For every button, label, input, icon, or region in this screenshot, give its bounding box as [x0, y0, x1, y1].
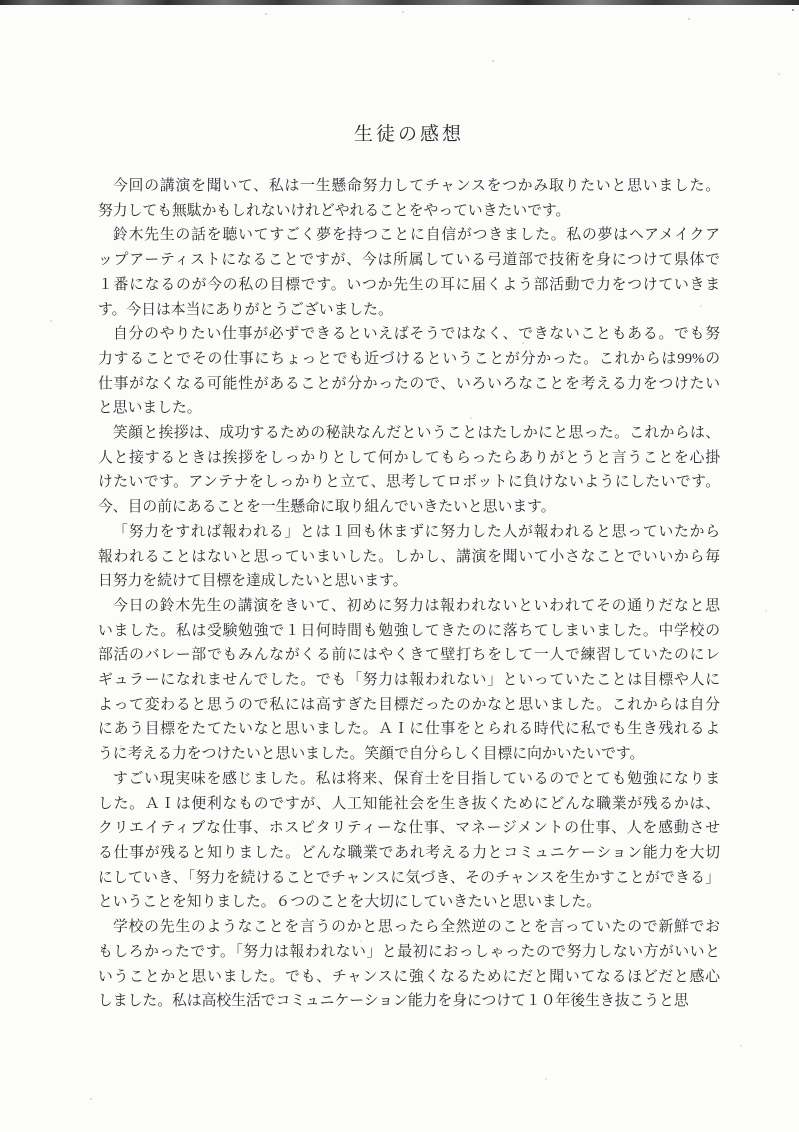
- text-line: もしろかったです。「努力は報われない」と最初におっしゃったので努力しない方がいいと: [98, 943, 720, 960]
- paragraph: [98, 767, 720, 915]
- document-content: [98, 0, 720, 1014]
- text-line: す。今日は本当にありがとうございました。: [98, 301, 393, 318]
- text-line: １番になるのが今の私の目標です。いつか先生の耳に届くよう部活動で力をつけていきま: [98, 276, 720, 293]
- text-line: クリエイティブな仕事、ホスピタリティーな仕事、マネージメントの仕事、人を感動させ: [98, 820, 720, 837]
- text-line: 今、目の前にあることを一生懸命に取り組んでいきたいと思います。: [98, 499, 556, 516]
- text-line: した。ＡＩは便利なものですが、人工知能社会を生き抜くためにどんな職業が残るかは、: [98, 795, 720, 812]
- paragraph: [98, 594, 720, 767]
- text-line: にあう目標をたてたいなと思いました。ＡＩに仕事をとられる時代に私でも生き残れるよ: [98, 721, 720, 738]
- text-line: と思いました。: [98, 400, 202, 417]
- text-line: 人と接するときは挨拶をしっかりとして何かしてもらったらありがとうと言うことを心掛: [98, 449, 720, 466]
- text-line: 学校の先生のようなことを言うのかと思ったら全然逆のことを言っていたので新鮮でお: [113, 919, 720, 936]
- paragraph: [98, 223, 720, 322]
- text-line: る仕事が残ると知りました。どんな職業であれ考える力とコミュニケーション能力を大切: [98, 844, 720, 861]
- text-line: よって変わると思うので私には高すぎた目標だったのかなと思いました。これからは自分: [98, 696, 720, 713]
- scan-noise-specks: [0, 0, 2, 2]
- paragraph-list: [98, 174, 720, 1014]
- text-line: 仕事がなくなる可能性があることが分かったので、いろいろなことを考える力をつけたい: [98, 375, 720, 392]
- text-line: 報われることはないと思っていまいした。しかし、講演を聞いて小さなことでいいから毎: [98, 548, 720, 565]
- text-line: しました。私は高校生活でコミュニケーション能力を身につけて１０年後生き抜こうと思: [98, 993, 689, 1010]
- text-line: 今回の講演を聞いて、私は一生懸命努力してチャンスをつかみ取りたいと思いました。: [113, 178, 720, 194]
- text-line: ギュラーになれませんでした。でも「努力は報われない」といっていたことは目標や人に: [98, 672, 720, 689]
- paragraph: [98, 322, 720, 421]
- text-line: ップアーティストになることですが、今は所属している弓道部で技術を身につけて県体で: [98, 252, 720, 269]
- text-line: うに考える力をつけたいと思いました。笑顔で自分らしく目標に向かいたいです。: [98, 746, 645, 763]
- text-line: 自分のやりたい仕事が必ずできるといえばそうではなく、できないこともある。でも努: [113, 326, 720, 343]
- text-line: 今日の鈴木先生の講演をきいて、初めに努力は報われないといわれてその通りだなと思: [113, 597, 720, 614]
- text-line: いうことかと思いました。でも、チャンスに強くなるためにだと聞いてなるほどだと感心: [98, 968, 720, 985]
- text-line: すごい現実味を感じました。私は将来、保育士を目指しているのでとても勉強になりま: [113, 770, 720, 787]
- document-title: 生徒の感想: [353, 124, 464, 145]
- text-line: いました。私は受験勉強で１日何時間も勉強してきたのに落ちてしまいました。中学校の: [98, 622, 720, 639]
- paragraph: [98, 421, 720, 520]
- paragraph: [98, 174, 720, 223]
- text-line: 日努力を続けて目標を達成したいと思います。: [98, 573, 408, 590]
- text-line: 力することでその仕事にちょっとでも近づけるということが分かった。これからは99%の: [98, 350, 720, 367]
- text-line: にしていき、「努力を続けることでチャンスに気づき、そのチャンスを生かすことができる」: [98, 869, 720, 886]
- text-line: ということを知りました。６つのことを大切にしていきたいと思いました。: [98, 894, 602, 911]
- text-line: 「努力をすれば報われる」とは１回も休まずに努力した人が報われると思っていたから: [113, 523, 720, 540]
- text-line: 部活のバレー部でもみんながくる前にはやくきて壁打ちをして一人で練習していたのにレ: [98, 647, 720, 664]
- text-line: 鈴木先生の話を聴いてすごく夢を持つことに自信がつきました。私の夢はヘアメイクア: [113, 227, 720, 244]
- text-line: 努力しても無駄かもしれないけれどやれることをやっていきたいです。: [98, 202, 571, 219]
- paragraph: [98, 915, 720, 1014]
- text-line: 笑顔と挨拶は、成功するための秘訣なんだということはたしかにと思った。これからは、: [113, 425, 720, 442]
- text-line: けたいです。アンテナをしっかりと立て、思考してロボットに負けないようにしたいです。: [98, 474, 720, 491]
- paragraph: [98, 520, 720, 594]
